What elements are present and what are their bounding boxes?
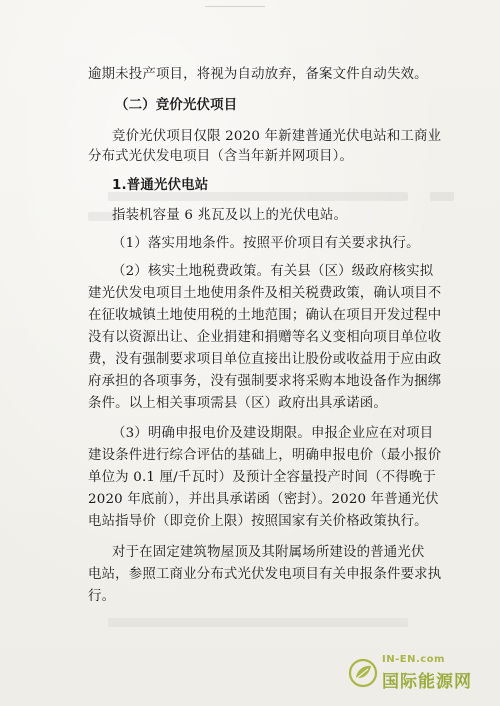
body-line: 电站，参照工商业分布式光伏发电项目有关申报条件要求执	[88, 567, 442, 582]
body-line: 逾期未投产项目，将视为自动放弃，备案文件自动失效。	[88, 67, 428, 82]
body-line: 指装机容量 6 兆瓦及以上的光伏电站。	[112, 208, 348, 223]
body-line: 没有以资源出让、企业捐建和捐赠等名义变相向项目单位收	[88, 330, 442, 345]
section-heading: （二）竞价光伏项目	[115, 98, 238, 113]
body-line: （2）核实土地税费政策。有关县（区）级政府核实拟	[112, 264, 434, 279]
body-line: 在征收城镇土地使用税的土地范围；确认在项目开发过程中	[88, 308, 442, 323]
bleed-through-mark	[108, 618, 408, 627]
body-line: 电站指导价（即竞价上限）按照国家有关价格政策执行。	[88, 514, 428, 529]
body-line: （1）落实用地条件。按照平价项目有关要求执行。	[112, 236, 420, 251]
body-line: 分布式光伏发电项目（含当年新并网项目）。	[88, 149, 354, 164]
body-line: 对于在固定建筑物屋顶及其附属场所建设的普通光伏	[112, 545, 425, 560]
body-line: 2020 年底前），并出具承诺函（密封）。2020 年普通光伏	[88, 492, 439, 507]
watermark	[348, 650, 478, 692]
body-line: 单位为 0.1 厘/千瓦时）及预计全容量投产时间（不得晚于	[88, 470, 437, 485]
in-en-leaf-logo-icon	[348, 658, 378, 688]
body-line: 府承担的各项事务，没有强制要求将采购本地设备作为捆绑	[88, 374, 442, 389]
watermark-url: IN-EN.com	[382, 654, 445, 665]
body-line: 行。	[88, 589, 116, 604]
body-line: （3）明确申报电价及建设期限。申报企业应在对项目	[112, 426, 434, 441]
subsection-heading: 1.普通光伏电站	[112, 178, 209, 193]
body-line: 建设条件进行综合评估的基础上，明确申报电价（最小报价	[88, 448, 442, 463]
page-top-edge-mark	[205, 0, 265, 7]
body-line: 费，没有强制要求项目单位直接出让股份或收益用于应由政	[88, 352, 442, 367]
body-line: 建光伏发电项目土地使用条件及相关税费政策，确认项目不	[88, 286, 442, 301]
body-line: 条件。以上相关事项需县（区）政府出具承诺函。	[88, 396, 387, 411]
watermark-name: 国际能源网	[382, 672, 472, 692]
body-line: 竞价光伏项目仅限 2020 年新建普通光伏电站和工商业	[112, 129, 442, 144]
